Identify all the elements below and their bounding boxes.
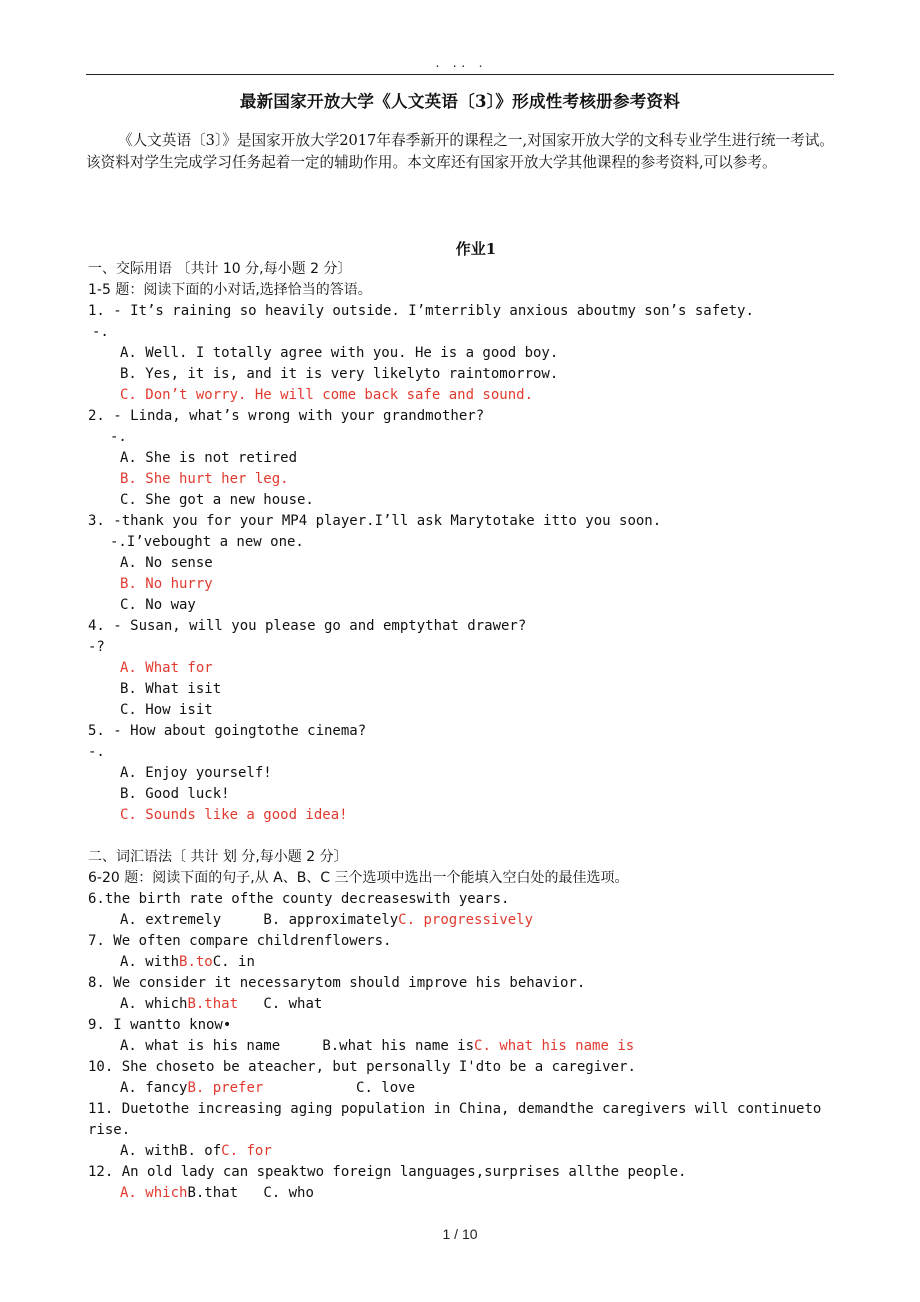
q11-option-c-answer: C. for	[221, 1143, 272, 1159]
q7-stem: 7. We often compare childrenflowers.	[88, 933, 392, 949]
q11-option-a: A. with	[120, 1143, 180, 1159]
q10-options	[88, 1078, 828, 1099]
q6-option-a: A. extremely	[120, 912, 222, 928]
q3-reply: -.I’vebought a new one.	[110, 534, 304, 550]
q4-reply: -?	[88, 639, 105, 655]
q11-stem: 11. Duetothe increasing aging population in China, demandthe caregivers will continueto rise.	[88, 1101, 822, 1138]
q10-option-b-answer: B. prefer	[187, 1080, 264, 1096]
q5-reply: -.	[88, 744, 105, 760]
q1-stem: 1. - It’s raining so heavily outside. I’mterribly anxious aboutmy son’s safety.	[88, 303, 754, 319]
q2-option-c: C. She got a new house.	[120, 492, 314, 508]
q5-option-a: A. Enjoy yourself!	[120, 765, 272, 781]
q8-stem: 8. We consider it necessarytom should improve his behavior.	[88, 975, 586, 991]
q3-option-b-answer: B. No hurry	[120, 576, 213, 592]
q8-options	[88, 994, 828, 1015]
q12-stem: 12. An old lady can speaktwo foreign languages,surprises allthe people.	[88, 1164, 687, 1180]
q3-option-c: C. No way	[120, 597, 196, 613]
q1-option-b: B. Yes, it is, and it is very likelyto raintomorrow.	[120, 366, 559, 382]
q2-option-a: A. She is not retired	[120, 450, 298, 466]
header-dots: . .. .	[434, 57, 486, 70]
q12-option-b: B.that	[187, 1185, 239, 1201]
q7-option-a: A. with	[120, 954, 180, 970]
document-title: 最新国家开放大学《人文英语〔3〕》形成性考核册参考资料	[239, 92, 681, 111]
q12-option-c: C. who	[263, 1185, 314, 1201]
q5-option-c-answer: C. Sounds like a good idea!	[120, 807, 348, 823]
q9-option-a: A. what is his name	[120, 1038, 281, 1054]
q9-stem: 9. I wantto know•	[88, 1017, 232, 1033]
page-number: 1 / 10	[442, 1226, 478, 1242]
q3-option-a: A. No sense	[120, 555, 213, 571]
q7-option-b-answer: B.to	[179, 954, 213, 970]
q6-options	[88, 910, 828, 931]
q11-options	[88, 1141, 828, 1162]
q5-stem: 5. - How about goingtothe cinema?	[88, 723, 367, 739]
q8-option-b-answer: B.that	[187, 996, 239, 1012]
q9-option-c-answer: C. what his name is	[474, 1038, 635, 1054]
q1-reply: -.	[92, 324, 109, 340]
q1-option-c-answer: C. Don’t worry. He will come back safe and sound.	[120, 387, 534, 403]
q6-option-b: B. approximately	[263, 912, 399, 928]
q7-option-c: C. in	[212, 954, 255, 970]
q9-option-b: B.what his name is	[322, 1038, 475, 1054]
part2-heading: 二、词汇语法〔 共计 划 分,每小题 2 分〕	[88, 849, 348, 865]
q10-option-a: A. fancy	[120, 1080, 188, 1096]
part1-heading: 一、交际用语 〔共计 10 分,每小题 2 分〕	[88, 261, 352, 277]
q4-option-c: C. How isit	[120, 702, 213, 718]
q5-option-b: B. Good luck!	[120, 786, 230, 802]
q10-stem: 10. She choseto be ateacher, but personally I'dto be a caregiver.	[88, 1059, 636, 1075]
q6-option-c-answer: C. progressively	[398, 912, 534, 928]
q8-option-a: A. which	[120, 996, 188, 1012]
q1-option-a: A. Well. I totally agree with you. He is a good boy.	[120, 345, 559, 361]
part1-instruction: 1-5 题：阅读下面的小对话,选择恰当的答语。	[88, 282, 372, 298]
q4-stem: 4. - Susan, will you please go and emptythat drawer?	[88, 618, 527, 634]
q12-options	[88, 1183, 828, 1204]
q2-stem: 2. - Linda, what’s wrong with your grandmother?	[88, 408, 485, 424]
q9-options	[88, 1036, 828, 1057]
q4-option-b: B. What isit	[120, 681, 222, 697]
q3-stem: 3. -thank you for your MP4 player.I’ll ask Marytotake itto you soon.	[88, 513, 662, 529]
section-title: 作业1	[455, 240, 497, 258]
q6-stem: 6.the birth rate ofthe county decreaseswith years.	[88, 891, 510, 907]
q4-option-a-answer: A. What for	[120, 660, 213, 676]
q8-option-c: C. what	[263, 996, 323, 1012]
intro-paragraph: 《人文英语〔3〕》是国家开放大学2017年春季新开的课程之一,对国家开放大学的文科专业学生进行统一考试。该资料对学生完成学习任务起着一定的辅助作用。本文库还有国家开放大学其他课程的参考资料,可以参考。	[86, 132, 834, 171]
q10-option-c: C. love	[356, 1080, 416, 1096]
q2-reply: -.	[110, 429, 127, 445]
part2-instruction: 6-20 题：阅读下面的句子,从 A、B、C 三个选项中选出一个能填入空白处的最佳选项。	[88, 870, 629, 886]
spacer	[88, 826, 828, 847]
document-body	[88, 259, 828, 1204]
q2-option-b-answer: B. She hurt her leg.	[120, 471, 289, 487]
q11-option-b: B. of	[179, 1143, 222, 1159]
header-rule	[86, 74, 834, 75]
q12-option-a-answer: A. which	[120, 1185, 188, 1201]
q7-options	[88, 952, 828, 973]
